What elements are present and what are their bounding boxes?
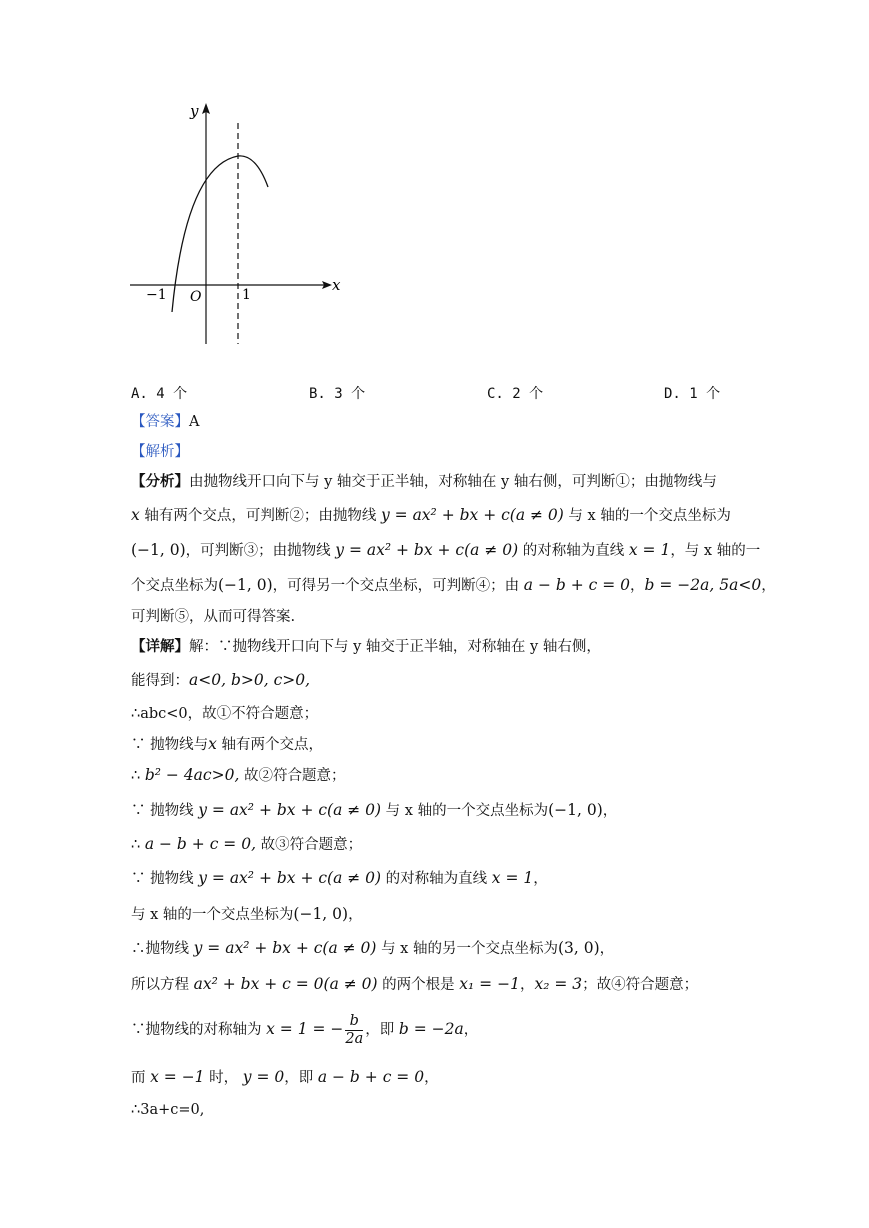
detail-line-2: 能得到：a<0, b>0, c>0, [131, 671, 311, 689]
detail-line-11: 所以方程 ax² + bx + c = 0(a ≠ 0) 的两个根是 x₁ = −1，x₂ = 3；故④符合题意； [131, 975, 699, 993]
option-a[interactable]: A. 4 个 [131, 386, 188, 402]
parabola-graph [128, 96, 342, 348]
detail-line-6: ∵ 抛物线 y = ax² + bx + c(a ≠ 0) 与 x 轴的一个交点坐标为(−1, 0)， [131, 801, 618, 819]
detail-line-12: ∵抛物线的对称轴为 x = 1 = − $\frac{b}{2a}$ ，即 b = −2a， [131, 1012, 479, 1047]
answer-options [131, 383, 751, 405]
detail-line-5: ∴ b² − 4ac>0, 故②符合题意； [131, 766, 346, 784]
fenxi-line-1: 【分析】由抛物线开口向下与 y 轴交于正半轴，对称轴在 y 轴右侧，可判断①；由抛物线与 [131, 473, 717, 490]
fraction-b-over-2a: $\frac{b}{2a}$ [345, 1012, 364, 1047]
neg-one-label: −1 [146, 287, 167, 303]
answer-line [131, 412, 199, 432]
detail-line-7: ∴ a − b + c = 0, 故③符合题意； [131, 835, 363, 853]
detail-line-9: 与 x 轴的一个交点坐标为(−1, 0)， [131, 905, 363, 923]
detail-line-3: ∴abc<0，故①不符合题意； [131, 706, 319, 722]
one-label: 1 [242, 287, 251, 303]
fenxi-line-4: 个交点坐标为(−1, 0)，可得另一个交点坐标，可判断④；由 a − b + c = 0，b = −2a, 5a<0， [131, 576, 776, 594]
parabola-curve [172, 156, 268, 312]
x-axis-label: x [332, 276, 341, 294]
fenxi-line-2: x 轴有两个交点，可判断②；由抛物线 y = ax² + bx + c(a ≠ 0) 与 x 轴的一个交点坐标为 [131, 506, 731, 524]
detail-tag: 【详解】 [131, 638, 189, 655]
option-c[interactable]: C. 2 个 [487, 386, 544, 402]
detail-line-4: ∵ 抛物线与x 轴有两个交点， [131, 735, 323, 753]
detail-line-8: ∵ 抛物线 y = ax² + bx + c(a ≠ 0) 的对称轴为直线 x = 1， [131, 869, 548, 887]
analysis-heading: 【解析】 [131, 444, 189, 460]
detail-line-13: 而 x = −1 时， y = 0，即 a − b + c = 0， [131, 1068, 439, 1086]
fenxi-line-5: 可判断⑤，从而可得答案. [131, 609, 296, 625]
detail-line-10: ∴抛物线 y = ax² + bx + c(a ≠ 0) 与 x 轴的另一个交点坐标为(3, 0)， [131, 939, 615, 957]
fenxi-line-3: (−1, 0)，可判断③；由抛物线 y = ax² + bx + c(a ≠ 0) 的对称轴为直线 x = 1，与 x 轴的一 [131, 541, 761, 559]
y-axis-label: y [190, 102, 199, 120]
detail-line-1: 【详解】解：∵抛物线开口向下与 y 轴交于正半轴，对称轴在 y 轴右侧， [131, 638, 601, 655]
answer-value: A [189, 414, 200, 430]
detail-line-14: ∴3a+c=0, [131, 1102, 205, 1118]
fenxi-tag: 【分析】 [131, 473, 189, 490]
option-b[interactable]: B. 3 个 [309, 386, 366, 402]
option-d[interactable]: D. 1 个 [664, 386, 721, 402]
origin-label: O [190, 289, 202, 305]
answer-tag: 【答案】 [131, 414, 189, 430]
